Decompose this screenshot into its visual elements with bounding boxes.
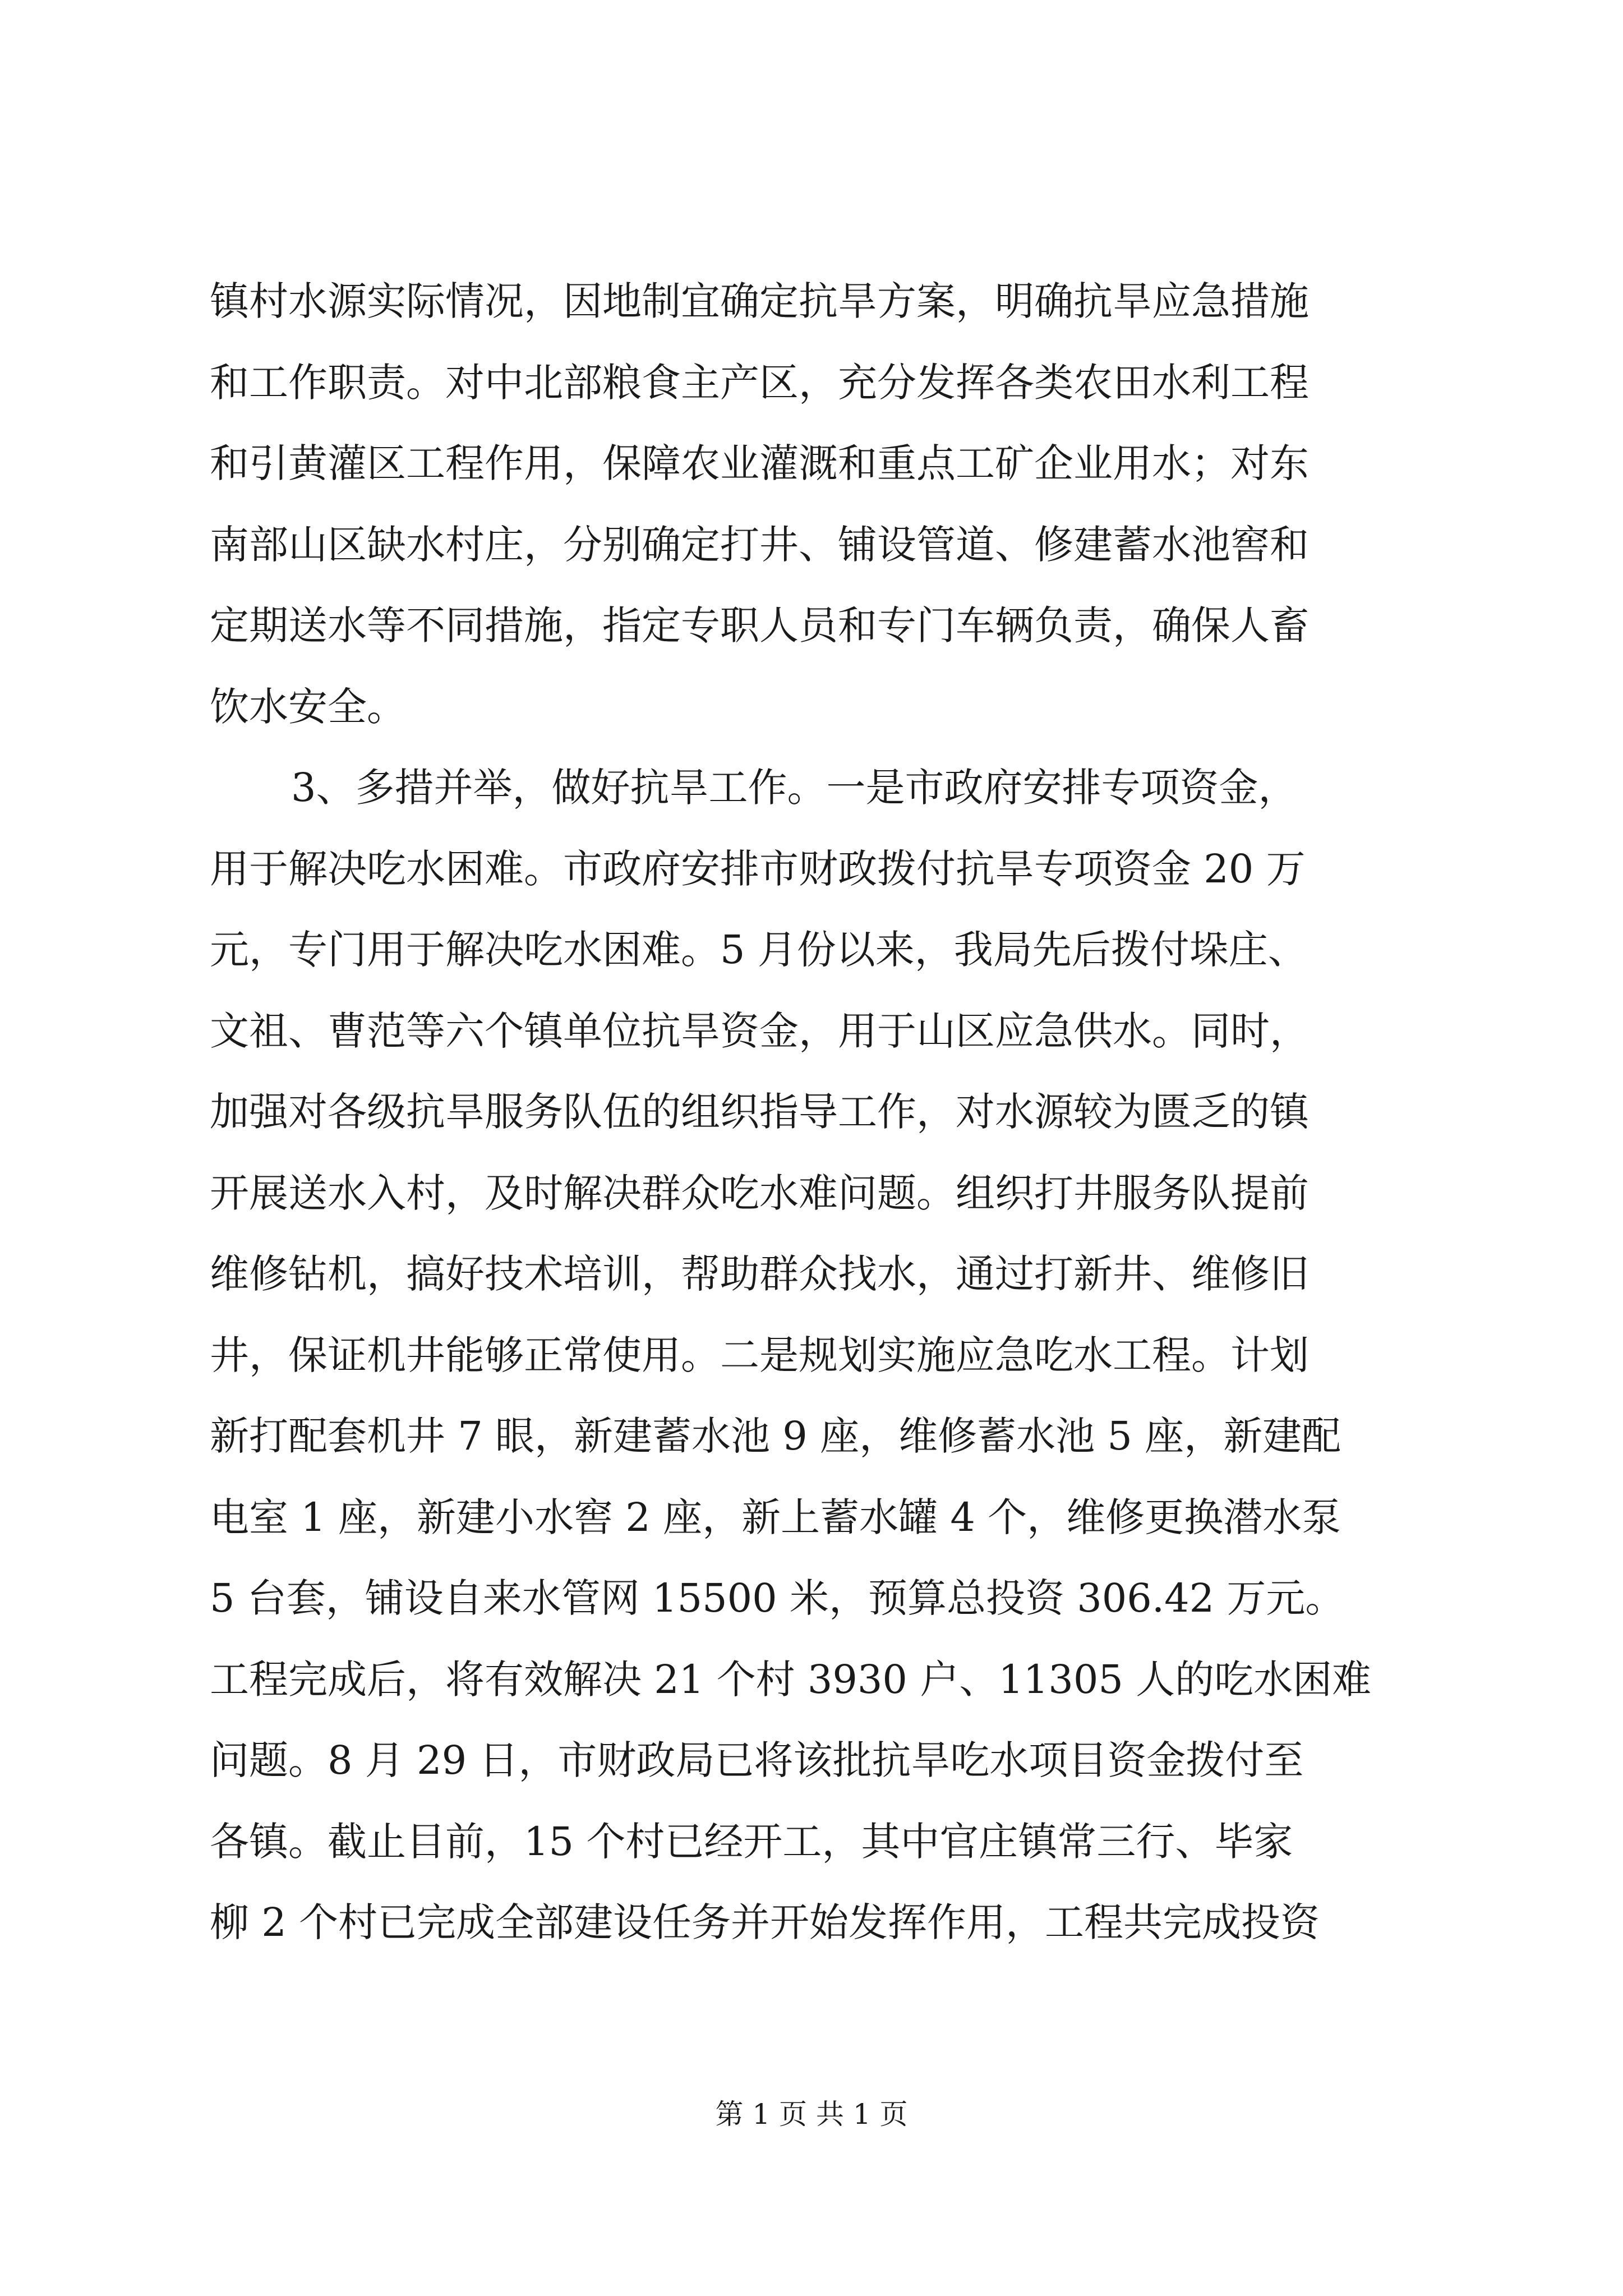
text-line-18: 工程完成后，将有效解决 21 个村 3930 户、11305 人的吃水困难 <box>210 1656 1372 1703</box>
text-line-11: 加强对各级抗旱服务队伍的组织指导工作，对水源较为匮乏的镇 <box>210 1089 1309 1135</box>
text-line-3: 和引黄灌区工程作用，保障农业灌溉和重点工矿企业用水；对东 <box>210 440 1309 486</box>
text-line-9: 元，专门用于解决吃水困难。5 月份以来，我局先后拨付垛庄、 <box>210 927 1307 973</box>
text-line-17: 5 台套，铺设自来水管网 15500 米，预算总投资 306.42 万元。 <box>210 1575 1345 1621</box>
text-line-12: 开展送水入村，及时解决群众吃水难问题。组织打井服务队提前 <box>210 1170 1309 1216</box>
text-line-20: 各镇。截止目前，15 个村已经开工，其中官庄镇常三行、毕家 <box>210 1818 1293 1865</box>
text-line-7: 3、多措并举，做好抗旱工作。一是市政府安排专项资金， <box>291 765 1298 811</box>
page-number-label: 第 1 页 共 1 页 <box>715 2098 908 2131</box>
text-line-15: 新打配套机井 7 眼，新建蓄水池 9 座，维修蓄水池 5 座，新建配 <box>210 1413 1341 1459</box>
text-line-6: 饮水安全。 <box>210 683 406 730</box>
text-line-10: 文祖、曹范等六个镇单位抗旱资金，用于山区应急供水。同时， <box>210 1007 1309 1054</box>
page-footer <box>0 2095 1623 2134</box>
text-line-4: 南部山区缺水村庄，分别确定打井、铺设管道、修建蓄水池窖和 <box>210 521 1309 568</box>
text-line-21: 柳 2 个村已完成全部建设任务并开始发挥作用，工程共完成投资 <box>210 1899 1320 1945</box>
text-line-5: 定期送水等不同措施，指定专职人员和专门车辆负责，确保人畜 <box>210 602 1309 648</box>
text-line-2: 和工作职责。对中北部粮食主产区，充分发挥各类农田水利工程 <box>210 359 1309 406</box>
text-line-14: 井，保证机井能够正常使用。二是规划实施应急吃水工程。计划 <box>210 1332 1309 1378</box>
text-line-1: 镇村水源实际情况，因地制宜确定抗旱方案，明确抗旱应急措施 <box>210 278 1309 324</box>
text-line-13: 维修钻机，搞好技术培训，帮助群众找水，通过打新井、维修旧 <box>210 1251 1309 1297</box>
body-text <box>210 261 1427 1963</box>
text-line-19: 问题。8 月 29 日，市财政局已将该批抗旱吃水项目资金拨付至 <box>210 1737 1304 1783</box>
text-line-16: 电室 1 座，新建小水窖 2 座，新上蓄水罐 4 个，维修更换潜水泵 <box>210 1494 1341 1540</box>
text-line-8: 用于解决吃水困难。市政府安排市财政拨付抗旱专项资金 20 万 <box>210 845 1306 892</box>
